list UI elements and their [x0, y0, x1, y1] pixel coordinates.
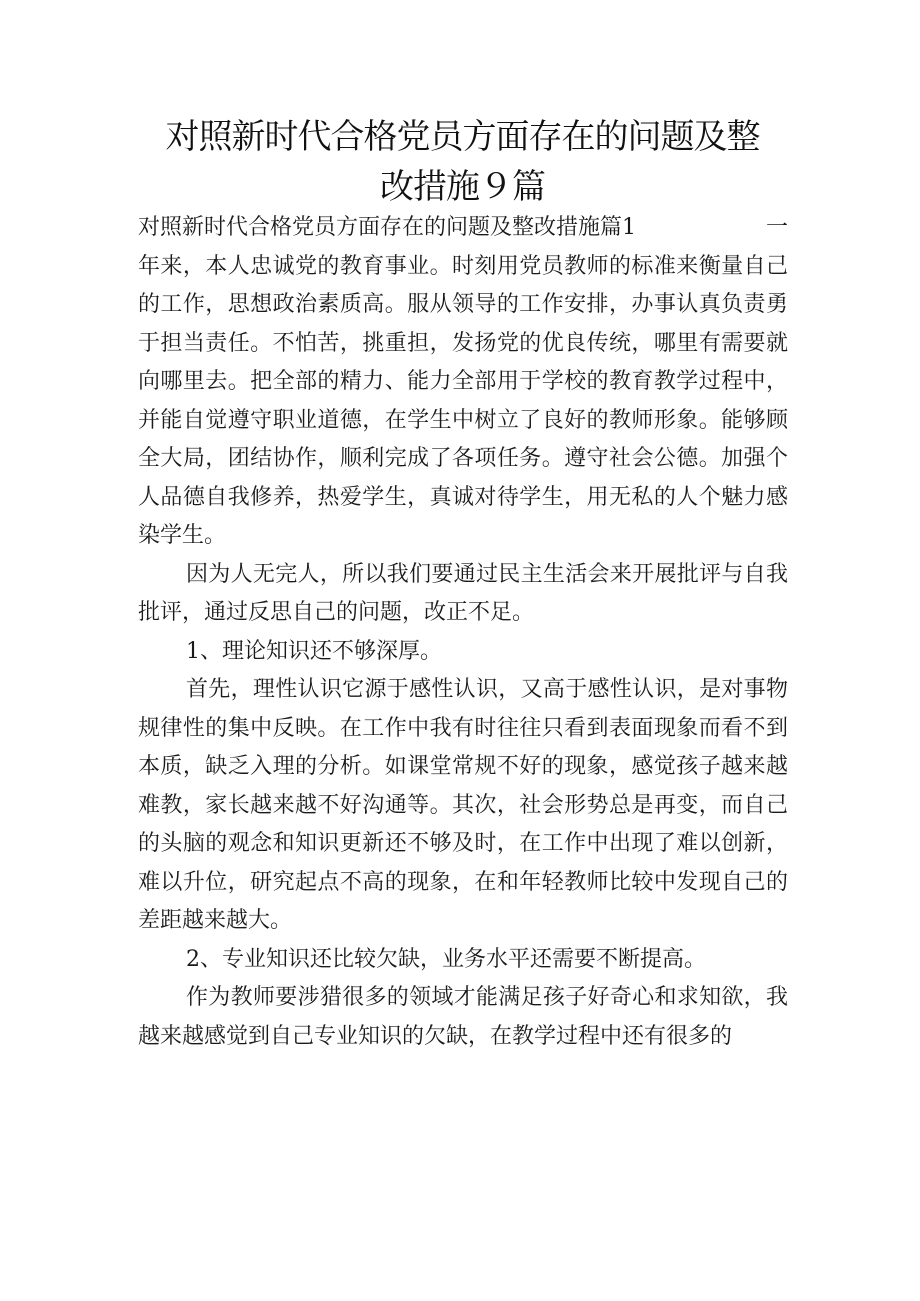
title-line-2: 改措施９篇 [380, 167, 545, 207]
paragraph-2: 因为人无完人，所以我们要通过民主生活会来开展批评与自我批评，通过反思自己的问题，改正不足。 [138, 561, 788, 625]
paragraph-1: 年来，本人忠诚党的教育事业。时刻用党员教师的标准来衡量自己的工作，思想政治素质高。服从领导的工作安排，办事认真负责勇于担当责任。不怕苦，挑重担，发扬党的优良传统，哪里有需要就向哪里去。把全部的精力、能力全部用于学校的教育教学过程中，并能自觉遵守职业道德，在学生中树立了良好的教师形象。能够顾全大局，团结协作，顺利完成了各项任务。遵守社会公德。加强个人品德自我修养，热爱学生，真诚对待学生，用无私的人个魅力感染学生。 [138, 253, 788, 548]
paragraph-3: 首先，理性认识它源于感性认识，又高于感性认识，是对事物规律性的集中反映。在工作中我有时往往只看到表面现象而看不到本质，缺乏入理的分析。如课堂常规不好的现象，感觉孩子越来越难教，家长越来越不好沟通等。其次，社会形势总是再变，而自己的头脑的观念和知识更新还不够及时，在工作中出现了难以创新，难以升位，研究起点不高的现象，在和年轻教师比较中发现自己的差距越来越大。 [138, 677, 788, 933]
document-body [138, 209, 788, 1056]
document-title [140, 112, 785, 212]
section-heading: 对照新时代合格党员方面存在的问题及整改措施篇1 [138, 215, 636, 240]
lead-word: 一 [765, 215, 788, 240]
paragraph-4: 作为教师要涉猎很多的领域才能满足孩子好奇心和求知欲，我越来越感觉到自己专业知识的欠缺，在教学过程中还有很多的 [138, 985, 788, 1049]
lead-line [138, 209, 788, 248]
point-2-heading: 2、专业知识还比较欠缺，业务水平还需要不断提高。 [186, 946, 706, 972]
title-line-1: 对照新时代合格党员方面存在的问题及整 [165, 117, 760, 157]
point-1-heading: 1、理论知识还不够深厚。 [186, 638, 442, 664]
